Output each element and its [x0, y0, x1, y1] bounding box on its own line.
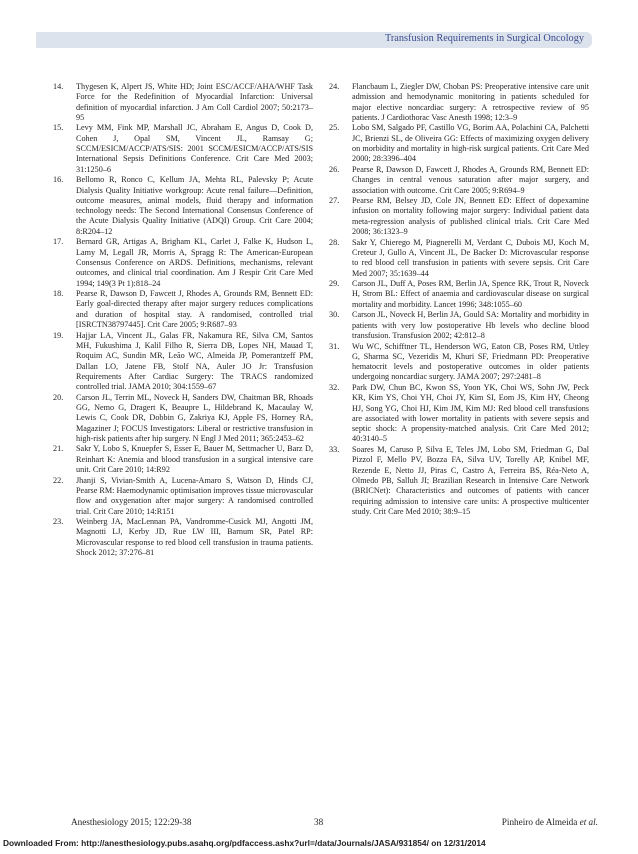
reference-entry [329, 123, 589, 164]
reference-text: Carson JL, Terrin ML, Noveck H, Sanders DW, Chaitman BR, Rhoads GG, Nemo G, Dragert K, Beaupre L, Hildebrand K, Macaulay W, Lewis C, Cook DR, Dobbin G, Zakriya KJ, Apple FS, Horney RA, Magaziner J; FOCUS Investigators: Liberal or restrictive transfusion in high-risk patients after hip surgery. N Engl J Med 2011; 365:2453–62 [76, 392, 313, 443]
reference-entry [329, 82, 589, 123]
reference-text: Pearse R, Dawson D, Fawcett J, Rhodes A, Grounds RM, Bennett ED: Early goal-directed therapy after major surgery reduces complications and duration of hospital stay. A randomised, controlled trial [ISRCTN38797445]. Crit Care 2005; 9:R687–93 [76, 289, 313, 330]
reference-entry [53, 237, 313, 288]
footer-page-number: 38 [314, 817, 324, 827]
reference-entry [329, 165, 589, 196]
reference-number: 25. [329, 123, 340, 133]
reference-entry [53, 476, 313, 517]
reference-entry [329, 383, 589, 445]
reference-entry [329, 342, 589, 383]
references-right-column [329, 82, 589, 517]
reference-text: Carson JL, Noveck H, Berlin JA, Gould SA: Mortality and morbidity in patients with very low postoperative Hb levels who decline blood transfusion. Transfusion 2002; 42:812–8 [352, 310, 589, 340]
reference-entry [53, 517, 313, 558]
running-header-title: Transfusion Requirements in Surgical Oncology [384, 33, 584, 44]
reference-text: Bellomo R, Ronco C, Kellum JA, Mehta RL, Palevsky P; Acute Dialysis Quality Initiative workgroup: Acute renal failure—Definition, outcome measures, animal models, fluid therapy and information technology needs: The Second International Consensus Conference of the Acute Dialysis Quality Initiative (ADQI) Group. Crit Care 2004; 8:R204–12 [76, 175, 313, 236]
reference-entry [53, 444, 313, 475]
reference-entry [329, 310, 589, 341]
reference-number: 23. [53, 517, 64, 527]
reference-entry [53, 123, 313, 174]
reference-entry [329, 279, 589, 310]
references-left-column [53, 82, 313, 559]
reference-text: Wu WC, Schifftner TL, Henderson WG, Eaton CB, Poses RM, Uttley G, Sharma SC, Vezeridis M, Khuri SF, Friedmann PD: Preoperative hematocrit levels and postoperative outcomes in older patients undergoing noncardiac surgery. JAMA 2007; 297:2481–8 [352, 341, 589, 382]
reference-number: 16. [53, 175, 64, 185]
reference-number: 21. [53, 444, 64, 454]
reference-number: 30. [329, 310, 340, 320]
reference-number: 33. [329, 445, 340, 455]
page-footer [36, 817, 598, 829]
reference-entry [329, 445, 589, 517]
footer-author-etal: et al. [579, 817, 598, 827]
reference-text: Sakr Y, Chierego M, Piagnerelli M, Verdant C, Dubois MJ, Koch M, Creteur J, Gullo A, Vincent JL, De Backer D: Microvascular response to red blood cell transfusion in patients with severe sepsis. Crit Care Med 2007; 35:1639–44 [352, 237, 589, 278]
reference-number: 17. [53, 237, 64, 247]
reference-text: Weinberg JA, MacLennan PA, Vandromme-Cusick MJ, Angotti JM, Magnotti LJ, Kerby JD, Rue LW III, Barnum SR, Patel RP: Microvascular response to red blood cell transfusion in trauma patients. Shock 2012; 37:276–81 [76, 517, 313, 558]
reference-number: 20. [53, 392, 64, 402]
reference-text: Pearse RM, Belsey JD, Cole JN, Bennett ED: Effect of dopexamine infusion on mortality following major surgery: Individual patient data meta-regression analysis of published clinical trials. Crit Care Med 2008; 36:1323–9 [352, 196, 589, 237]
reference-entry [329, 196, 589, 237]
reference-text: Hajjar LA, Vincent JL, Galas FR, Nakamura RE, Silva CM, Santos MH, Fukushima J, Kalil Filho R, Sierra DB, Lopes NH, Mauad T, Roquim AC, Sundin MR, Leão WC, Almeida JP, Pomerantzeff PM, Dallan LO, Jatene FB, Stolf NA, Auler JO Jr: Transfusion Requirements After Cardiac Surgery: The TRACS randomized controlled trial. JAMA 2010; 304:1559–67 [76, 330, 313, 392]
reference-entry [53, 331, 313, 393]
footer-author-name: Pinheiro de Almeida [501, 817, 580, 827]
reference-text: Jhanji S, Vivian-Smith A, Lucena-Amaro S, Watson D, Hinds CJ, Pearse RM: Haemodynamic optimisation improves tissue microvascular flow and oxygenation after major surgery: A randomised controlled trial. Crit Care 2010; 14:R151 [76, 475, 313, 516]
download-notice: Downloaded From: http://anesthesiology.pubs.asahq.org/pdfaccess.ashx?url=/data/Journals/JASA/931854/ on 12/31/2014 [3, 838, 486, 848]
reference-number: 24. [329, 82, 340, 91]
reference-text: Pearse R, Dawson D, Fawcett J, Rhodes A, Grounds RM, Bennett ED: Changes in central venous saturation after major surgery, and association with outcome. Crit Care 2005; 9:R694–9 [352, 164, 589, 195]
reference-text: Soares M, Caruso P, Silva E, Teles JM, Lobo SM, Friedman G, Dal Pizzol F, Mello PV, Bozza FA, Silva UV, Torelly AP, Knibel MF, Rezende E, Netto JJ, Piras C, Castro A, Ferreira BS, Réa-Neto A, Olmedo PB, Salluh JI; Brazilian Research in Intensive Care Network (BRICNet): Characteristics and outcomes of patients with cancer requiring admission to intensive care units: A prospective multicenter study. Crit Care Med 2010; 38:9–15 [352, 445, 589, 516]
reference-number: 19. [53, 330, 64, 340]
reference-text: Thygesen K, Alpert JS, White HD; Joint ESC/ACCF/AHA/WHF Task Force for the Redefinition of Myocardial Infarction: Universal definition of myocardial infarction. J Am Coll Cardiol 2007; 50:2173–95 [76, 82, 313, 122]
reference-text: Bernard GR, Artigas A, Brigham KL, Carlet J, Falke K, Hudson L, Lamy M, Legall JR, Morris A, Spragg R: The American-European Consensus Conference on ARDS. Definitions, mechanisms, relevant outcomes, and clinical trial coordination. Am J Respir Crit Care Med 1994; 149(3 Pt 1):818–24 [76, 237, 313, 288]
reference-number: 15. [53, 123, 64, 133]
reference-number: 29. [329, 279, 340, 289]
running-header-bar [36, 32, 592, 48]
reference-text: Levy MM, Fink MP, Marshall JC, Abraham E, Angus D, Cook D, Cohen J, Opal SM, Vincent JL, Ramsay G; SCCM/ESICM/ACCP/ATS/SIS: 2001 SCCM/ESICM/ACCP/ATS/SIS International Sepsis Definitions Conference. Crit Care Med 2003; 31:1250–6 [76, 123, 313, 174]
reference-text: Flancbaum L, Ziegler DW, Choban PS: Preoperative intensive care unit admission and hemodynamic monitoring in patients scheduled for major elective noncardiac surgery: A retrospective review of 95 patients. J Cardiothorac Vasc Anesth 1998; 12:3–9 [352, 82, 589, 122]
reference-number: 31. [329, 341, 340, 351]
reference-entry [53, 289, 313, 330]
reference-text: Lobo SM, Salgado PF, Castillo VG, Borim AA, Polachini CA, Palchetti JC, Brienzi SL, de Oliveira GG: Effects of maximizing oxygen delivery on morbidity and mortality in high-risk surgical patients. Crit Care Med 2000; 28:3396–404 [352, 123, 589, 164]
reference-number: 32. [329, 382, 340, 392]
reference-entry [53, 393, 313, 444]
reference-entry [53, 175, 313, 237]
reference-text: Sakr Y, Lobo S, Knuepfer S, Esser E, Bauer M, Settmacher U, Barz D, Reinhart K: Anemia and blood transfusion in a surgical intensive care unit. Crit Care 2010; 14:R92 [76, 444, 313, 475]
reference-entry [53, 82, 313, 123]
reference-text: Carson JL, Duff A, Poses RM, Berlin JA, Spence RK, Trout R, Noveck H, Strom BL: Effect of anaemia and cardiovascular disease on surgical mortality and morbidity. Lancet 1996; 348:1055–60 [352, 279, 589, 309]
reference-number: 22. [53, 475, 64, 485]
reference-number: 27. [329, 196, 340, 206]
footer-journal-citation: Anesthesiology 2015; 122:29-38 [71, 817, 192, 827]
reference-entry [329, 238, 589, 279]
footer-author [502, 817, 598, 827]
reference-number: 28. [329, 237, 340, 247]
reference-number: 26. [329, 164, 340, 174]
reference-number: 14. [53, 82, 64, 91]
reference-number: 18. [53, 289, 64, 299]
reference-text: Park DW, Chun BC, Kwon SS, Yoon YK, Choi WS, Sohn JW, Peck KR, Kim YS, Choi YH, Choi JY, Kim SI, Eom JS, Kim HY, Cheong HJ, Song YG, Choi HJ, Kim JM, Kim MJ: Red blood cell transfusions are associated with lower mortality in patients with severe sepsis and septic shock: A propensity-matched analysis. Crit Care Med 2012; 40:3140–5 [352, 382, 589, 444]
